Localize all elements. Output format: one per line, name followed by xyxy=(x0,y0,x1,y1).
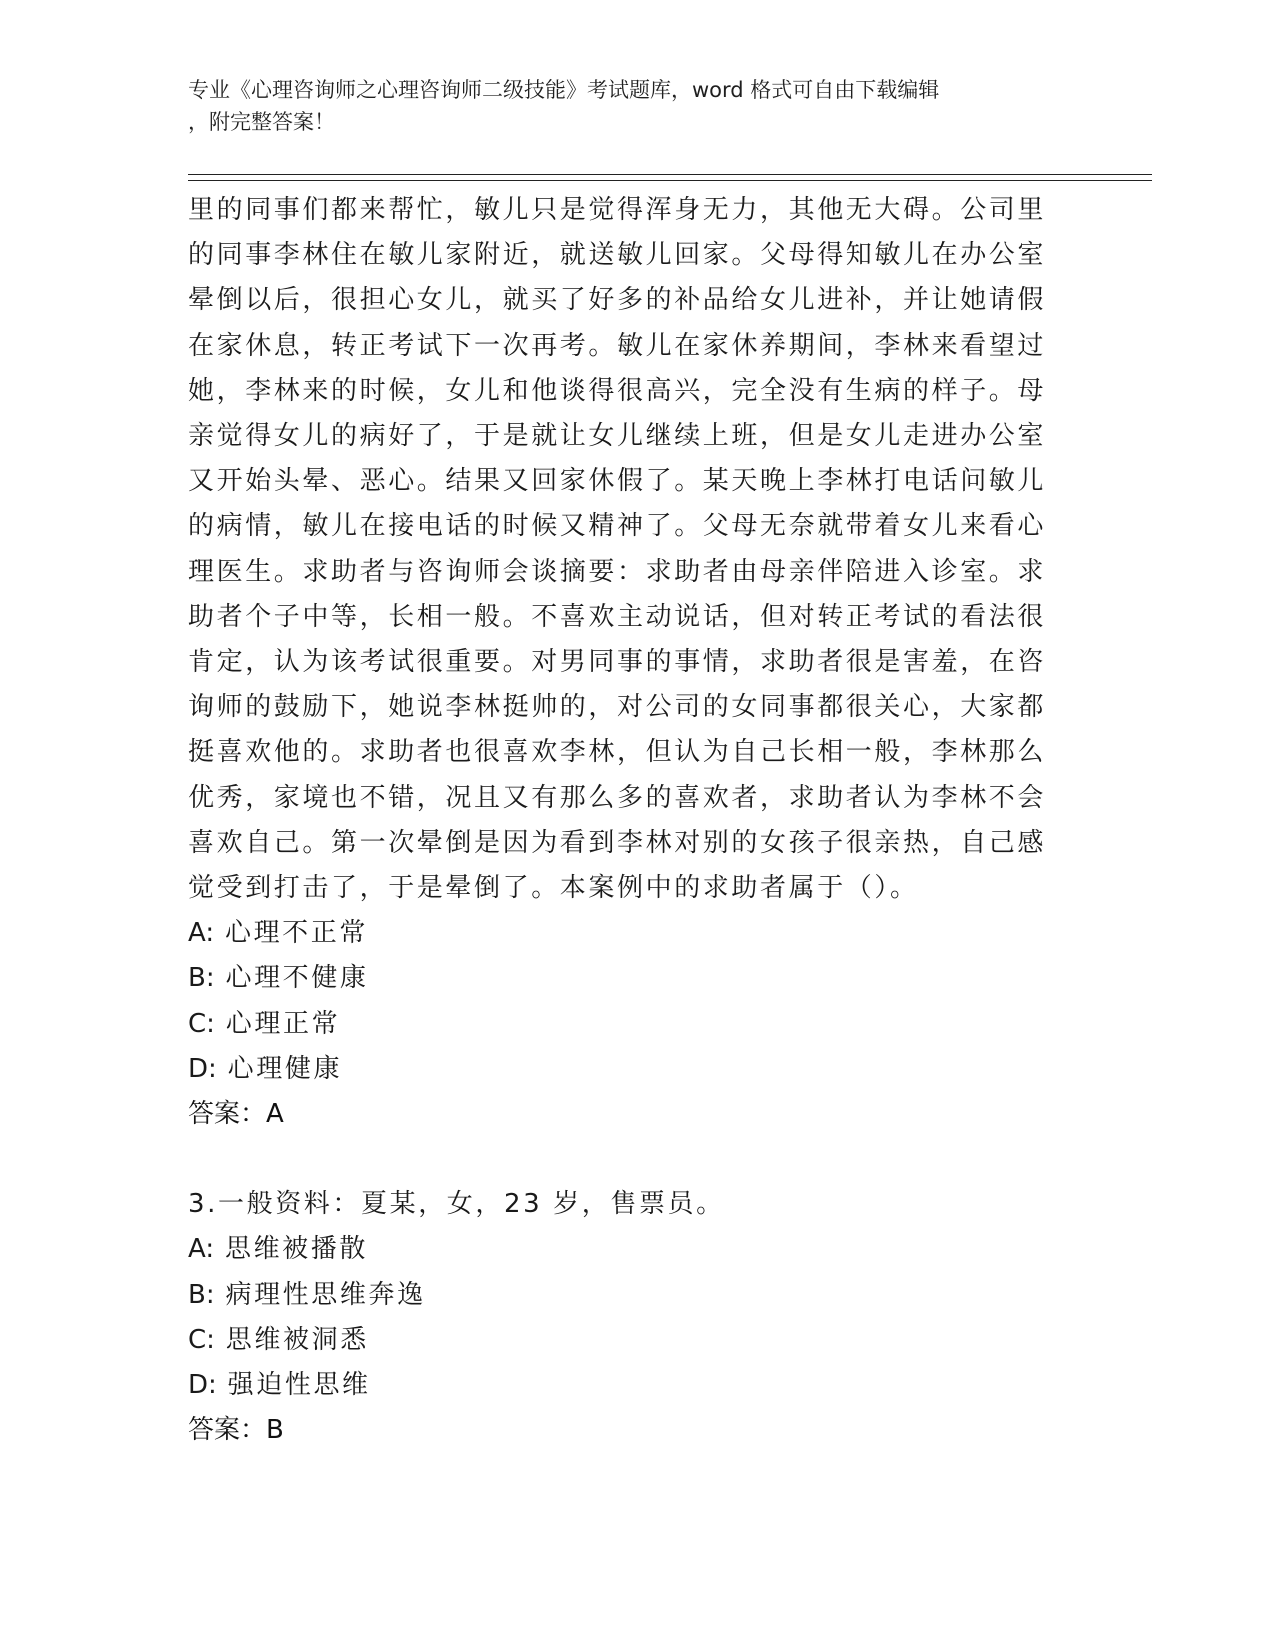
option-key: A: xyxy=(188,918,215,949)
option-d xyxy=(188,1363,1068,1408)
option-key: A: xyxy=(188,1234,215,1265)
header-title-line-2: ，附完整答案！ xyxy=(188,110,335,134)
option-text: 思维被洞悉 xyxy=(225,1324,369,1355)
option-key: B: xyxy=(188,963,215,994)
passage-line: 挺喜欢他的。求助者也很喜欢李林，但认为自己长相一般，李林那么 xyxy=(188,737,1047,768)
header-divider-top xyxy=(188,174,1152,175)
option-text: 心理不健康 xyxy=(225,963,369,994)
option-key: C: xyxy=(188,1324,215,1355)
option-key: D: xyxy=(188,1370,217,1401)
option-text: 病理性思维奔逸 xyxy=(225,1279,426,1310)
question-2-passage xyxy=(188,188,1068,911)
passage-line: 优秀，家境也不错，况且又有那么多的喜欢者，求助者认为李林不会 xyxy=(188,782,1047,813)
passage-line: 的同事李林住在敏儿家附近，就送敏儿回家。父母得知敏儿在办公室 xyxy=(188,240,1047,271)
question-3-title: 3.一般资料：夏某，女，23 岁，售票员。 xyxy=(188,1189,725,1220)
passage-line: 喜欢自己。第一次晕倒是因为看到李林对别的女孩子很亲热，自己感 xyxy=(188,827,1047,858)
passage-line: 肯定，认为该考试很重要。对男同事的事情，求助者很是害羞，在咨 xyxy=(188,647,1047,678)
option-key: D: xyxy=(188,1053,217,1084)
document-body xyxy=(188,188,1068,1453)
option-b xyxy=(188,1273,1068,1318)
answer-label: 答案： xyxy=(188,1099,267,1130)
passage-line: 亲觉得女儿的病好了，于是就让女儿继续上班，但是女儿走进办公室 xyxy=(188,421,1047,452)
option-b xyxy=(188,956,1068,1001)
option-text: 强迫性思维 xyxy=(227,1370,371,1401)
passage-line: 觉受到打击了，于是晕倒了。本案例中的求助者属于（）。 xyxy=(188,873,919,904)
option-key: B: xyxy=(188,1279,215,1310)
header-divider-bottom xyxy=(188,180,1152,181)
question-3-answer xyxy=(188,1408,1068,1453)
question-2-answer xyxy=(188,1092,1068,1137)
question-spacer xyxy=(188,1137,1068,1182)
passage-line: 里的同事们都来帮忙，敏儿只是觉得浑身无力，其他无大碍。公司里 xyxy=(188,195,1047,225)
option-text: 思维被播散 xyxy=(224,1234,368,1265)
option-c xyxy=(188,1318,1068,1363)
option-text: 心理健康 xyxy=(227,1053,343,1084)
header-title-line-1: 专业《心理咨询师之心理咨询师二级技能》考试题库，word 格式可自由下载编辑 xyxy=(188,78,940,102)
option-a xyxy=(188,911,1068,956)
passage-line: 询师的鼓励下，她说李林挺帅的，对公司的女同事都很关心，大家都 xyxy=(188,692,1047,723)
passage-line: 又开始头晕、恶心。结果又回家休假了。某天晚上李林打电话问敏儿 xyxy=(188,466,1047,497)
passage-line: 她，李林来的时候，女儿和他谈得很高兴，完全没有生病的样子。母 xyxy=(188,375,1047,406)
option-d xyxy=(188,1047,1068,1092)
page-header xyxy=(188,74,1068,138)
answer-value: A xyxy=(266,1099,284,1130)
passage-line: 的病情，敏儿在接电话的时候又精神了。父母无奈就带着女儿来看心 xyxy=(188,511,1047,542)
option-text: 心理不正常 xyxy=(224,918,368,949)
option-a xyxy=(188,1227,1068,1272)
question-3-options xyxy=(188,1227,1068,1408)
option-text: 心理正常 xyxy=(225,1008,341,1039)
option-c xyxy=(188,1002,1068,1047)
passage-line: 晕倒以后，很担心女儿，就买了好多的补品给女儿进补，并让她请假 xyxy=(188,285,1047,316)
answer-value: B xyxy=(266,1415,284,1446)
passage-line: 理医生。求助者与咨询师会谈摘要：求助者由母亲伴陪进入诊室。求 xyxy=(188,556,1047,587)
answer-label: 答案： xyxy=(188,1415,267,1446)
passage-line: 在家休息，转正考试下一次再考。敏儿在家休养期间，李林来看望过 xyxy=(188,330,1047,361)
question-2-options xyxy=(188,911,1068,1092)
passage-line: 助者个子中等，长相一般。不喜欢主动说话，但对转正考试的看法很 xyxy=(188,601,1047,632)
option-key: C: xyxy=(188,1008,215,1039)
